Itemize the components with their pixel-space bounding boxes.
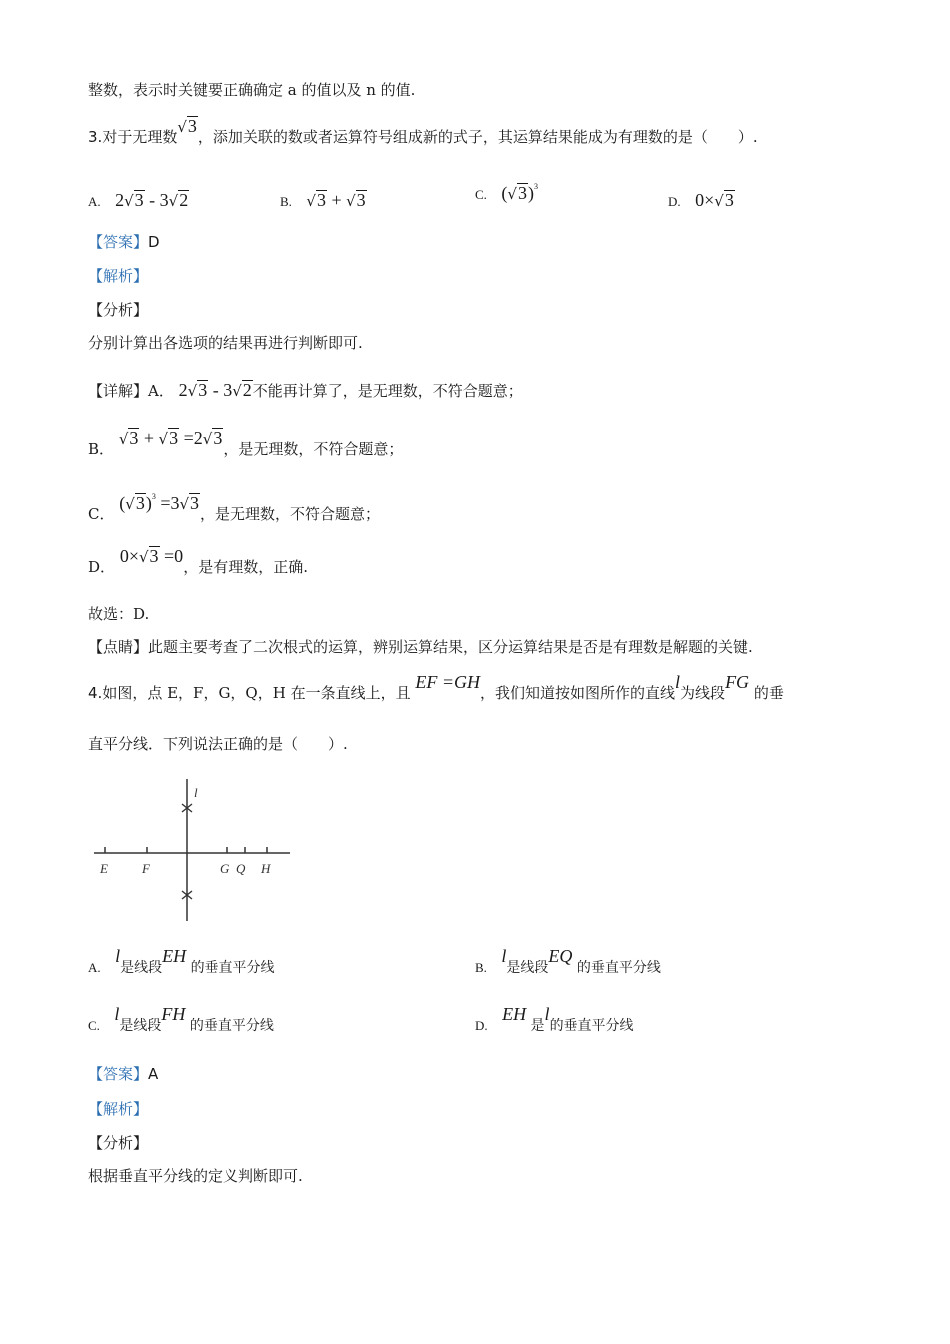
option-text: 是线段: [120, 960, 163, 976]
option-expr: $(√3)^3$: [501, 182, 538, 203]
option-c: [475, 182, 538, 204]
question-3-stem: [88, 116, 758, 147]
q4-option-d: [475, 1004, 634, 1035]
q4-option-c: [88, 1004, 274, 1035]
option-symbol: l: [501, 946, 507, 966]
figure-line-label: l: [194, 785, 198, 800]
detail-suffix: ，是无理数，不符合题意；: [200, 505, 381, 523]
figure-point-Q: Q: [236, 861, 246, 876]
figure-point-F: F: [142, 861, 150, 876]
dianjing-text: 此题主要考查了二次根式的运算，辨别运算结果，区分运算结果是否是有理数是解题的关键.: [148, 638, 753, 656]
question-text: 对于无理数: [102, 128, 178, 146]
question-text: 的垂: [753, 684, 784, 702]
math-fg: FG: [725, 672, 750, 692]
detail-expr: 2√3 - 3√2: [178, 380, 252, 400]
question-text: ，添加关联的数或者运算符号组成新的式子，其运算结果能成为有理数的是（ ）.: [197, 128, 758, 146]
detail-d: [88, 546, 308, 577]
option-text: 的垂直平分线: [549, 1018, 634, 1034]
detail-prefix: B．: [88, 440, 115, 458]
option-segment: EH: [162, 946, 187, 966]
question-number: 3.: [88, 128, 103, 146]
detail-prefix: C．: [88, 505, 115, 523]
math-l: l: [675, 672, 681, 692]
question-number: 4.: [88, 684, 103, 702]
guxuan-text: 故选：D.: [88, 605, 150, 623]
option-segment: l: [544, 1004, 550, 1024]
detail-label: 【详解】: [88, 382, 149, 400]
jiexi-label: 【解析】: [88, 267, 149, 285]
dianjing-line: [88, 637, 753, 657]
answer-value: D: [148, 233, 160, 251]
option-segment: EQ: [548, 946, 573, 966]
fenxi-label: 【分析】: [88, 301, 149, 319]
option-text: 的垂直平分线: [189, 1018, 274, 1034]
detail-prefix: A．: [148, 382, 174, 400]
option-symbol: l: [114, 1004, 120, 1024]
question-text: 为线段: [680, 684, 726, 702]
option-d: [668, 190, 735, 211]
detail-expr: 0×√3 =0: [119, 546, 184, 566]
option-text: 是: [530, 1018, 545, 1034]
dianjing-label: 【点睛】: [88, 638, 149, 656]
option-a: [88, 190, 189, 211]
q4-option-b: [475, 946, 661, 977]
option-label: A.: [88, 194, 101, 209]
fenxi-text: 根据垂直平分线的定义判断即可.: [88, 1167, 303, 1185]
option-label: C.: [475, 187, 487, 202]
option-label: C.: [88, 1018, 100, 1033]
option-label: B.: [475, 960, 487, 975]
question-4-stem: [88, 672, 784, 703]
option-text: 是线段: [506, 960, 549, 976]
option-symbol: EH: [502, 1004, 527, 1024]
detail-expr: √3 + √3 =2√3: [118, 428, 223, 448]
answer-label: 【答案】: [88, 1065, 149, 1083]
option-expr: 2√3 - 3√2: [115, 190, 189, 210]
option-symbol: l: [115, 946, 121, 966]
option-label: A.: [88, 960, 101, 975]
question-text: ，我们知道按如图所作的直线: [480, 684, 676, 702]
sqrt-3-expr: √3: [177, 116, 197, 136]
answer-line: [88, 1064, 158, 1084]
fenxi-label: 【分析】: [88, 1134, 149, 1152]
q4-option-a: [88, 946, 275, 977]
option-segment: FH: [161, 1004, 186, 1024]
answer-value: A: [148, 1065, 159, 1083]
detail-expr: $(√3)^3 =3√3$: [119, 492, 200, 513]
option-text: 的垂直平分线: [190, 960, 275, 976]
question-text: 如图，点 E，F，G，Q，H 在一条直线上，且: [102, 684, 411, 702]
option-label: B.: [280, 194, 292, 209]
text-line: 整数，表示时关键要正确确定 a 的值以及 n 的值.: [88, 81, 416, 99]
detail-b: [88, 428, 404, 459]
answer-line: [88, 232, 160, 252]
fenxi-text: 分别计算出各选项的结果再进行判断即可.: [88, 334, 363, 352]
figure-point-E: E: [100, 861, 108, 876]
detail-suffix: 不能再计算了，是无理数，不符合题意；: [252, 382, 523, 400]
perpendicular-bisector-figure: [90, 775, 300, 925]
option-label: D.: [475, 1018, 488, 1033]
option-b: [280, 190, 367, 211]
option-expr: √3 + √3: [306, 190, 366, 210]
option-text: 的垂直平分线: [576, 960, 661, 976]
option-expr: 0×√3: [695, 190, 734, 210]
figure-point-H: H: [261, 861, 271, 876]
math-ef-gh: EF =GH: [415, 672, 481, 692]
answer-label: 【答案】: [88, 233, 149, 251]
option-label: D.: [668, 194, 681, 209]
detail-suffix: ，是无理数，不符合题意；: [223, 440, 404, 458]
detail-prefix: D．: [88, 558, 116, 576]
detail-c: [88, 492, 381, 524]
jiexi-label: 【解析】: [88, 1100, 149, 1118]
option-text: 是线段: [119, 1018, 162, 1034]
detail-suffix: ，是有理数，正确.: [183, 558, 308, 576]
question-4-stem-cont: 直平分线．下列说法正确的是（ ）.: [88, 735, 348, 753]
detail-a: [88, 380, 523, 401]
figure-point-G: G: [220, 861, 230, 876]
